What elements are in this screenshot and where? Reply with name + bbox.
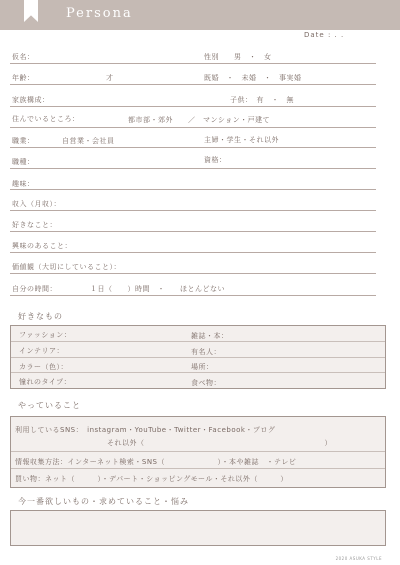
name-label: 仮名： [12,53,35,61]
ideal-type-label: 憧れのタイプ： [19,378,72,386]
wants-input-box[interactable] [10,510,386,546]
date-field[interactable]: Date : . . [304,31,345,39]
row-divider [11,357,385,358]
divider [10,252,376,253]
marriage-options[interactable]: 既婚 ・ 未婚 ・ 事実婚 [204,74,302,82]
sns-options[interactable]: 利用しているSNS： instagram・YouTube・Twitter・Facebook・ブログ [15,426,276,434]
values-label: 価値観（大切にしていること）： [12,263,121,271]
row-divider [11,451,385,452]
divider [10,231,376,232]
sns-other-field[interactable]: それ以外（ ） [107,439,332,447]
residence-options[interactable]: 都市部・郊外 ／ マンション・戸建て [128,116,271,124]
divider [10,147,376,148]
page-title: Persona [66,6,133,21]
divider [10,84,376,85]
residence-label: 住んでいるところ： [12,115,80,123]
divider [10,295,376,296]
divider [10,168,376,169]
free-time-label: 自分の時間： [12,285,57,293]
qualification-label: 資格： [204,156,227,164]
divider [10,106,376,107]
divider [10,210,376,211]
celebrity-label: 有名人： [191,348,221,356]
divider [10,127,376,128]
likes-label: 好きなこと： [12,221,57,229]
activities-box [10,416,386,488]
color-label: カラー（色）： [19,363,68,371]
interests-label: 興味のあること： [12,242,72,250]
info-gathering-options[interactable]: 情報収集方法：インターネット検索・SNS（ ）・本や雑誌 ・テレビ [15,458,297,466]
bookmark-icon [24,0,38,22]
wants-section-title: 今一番欲しいもの・求めていること・悩み [18,497,189,506]
magazine-label: 雑誌・本： [191,332,229,340]
row-divider [11,341,385,342]
divider [10,189,376,190]
income-label: 収入（月収）： [12,200,61,208]
header-bar [0,0,400,30]
job-type-options-2[interactable]: 主婦・学生・それ以外 [204,136,279,144]
place-label: 場所： [191,363,214,371]
children-options[interactable]: 子供： 有 ・ 無 [230,96,294,104]
favorites-box [10,325,386,389]
row-divider [11,372,385,373]
job-label: 職業： [12,137,35,145]
activities-section-title: やっていること [18,401,81,410]
occupation-label: 職種： [12,158,35,166]
age-label: 年齢： [12,74,35,82]
job-type-options-1[interactable]: 自営業・会社員 [62,137,115,145]
free-time-options[interactable]: １日（ ）時間 ・ ほとんどない [90,285,225,293]
divider [10,273,376,274]
favorites-section-title: 好きなもの [18,312,63,321]
divider [10,63,376,64]
row-divider [11,468,385,469]
family-label: 家族構成： [12,96,50,104]
footer-credit: 2020 ASUKA STYLE [335,556,382,561]
shopping-options[interactable]: 買い物：ネット（ ）・デパート・ショッピングモール・それ以外（ ） [15,475,288,483]
hobby-label: 趣味： [12,180,35,188]
interior-label: インテリア： [19,347,64,355]
fashion-label: ファッション： [19,331,72,339]
food-label: 食べ物： [191,379,221,387]
age-unit: 才 [106,74,114,82]
sex-options[interactable]: 性別 男 ・ 女 [204,53,272,61]
